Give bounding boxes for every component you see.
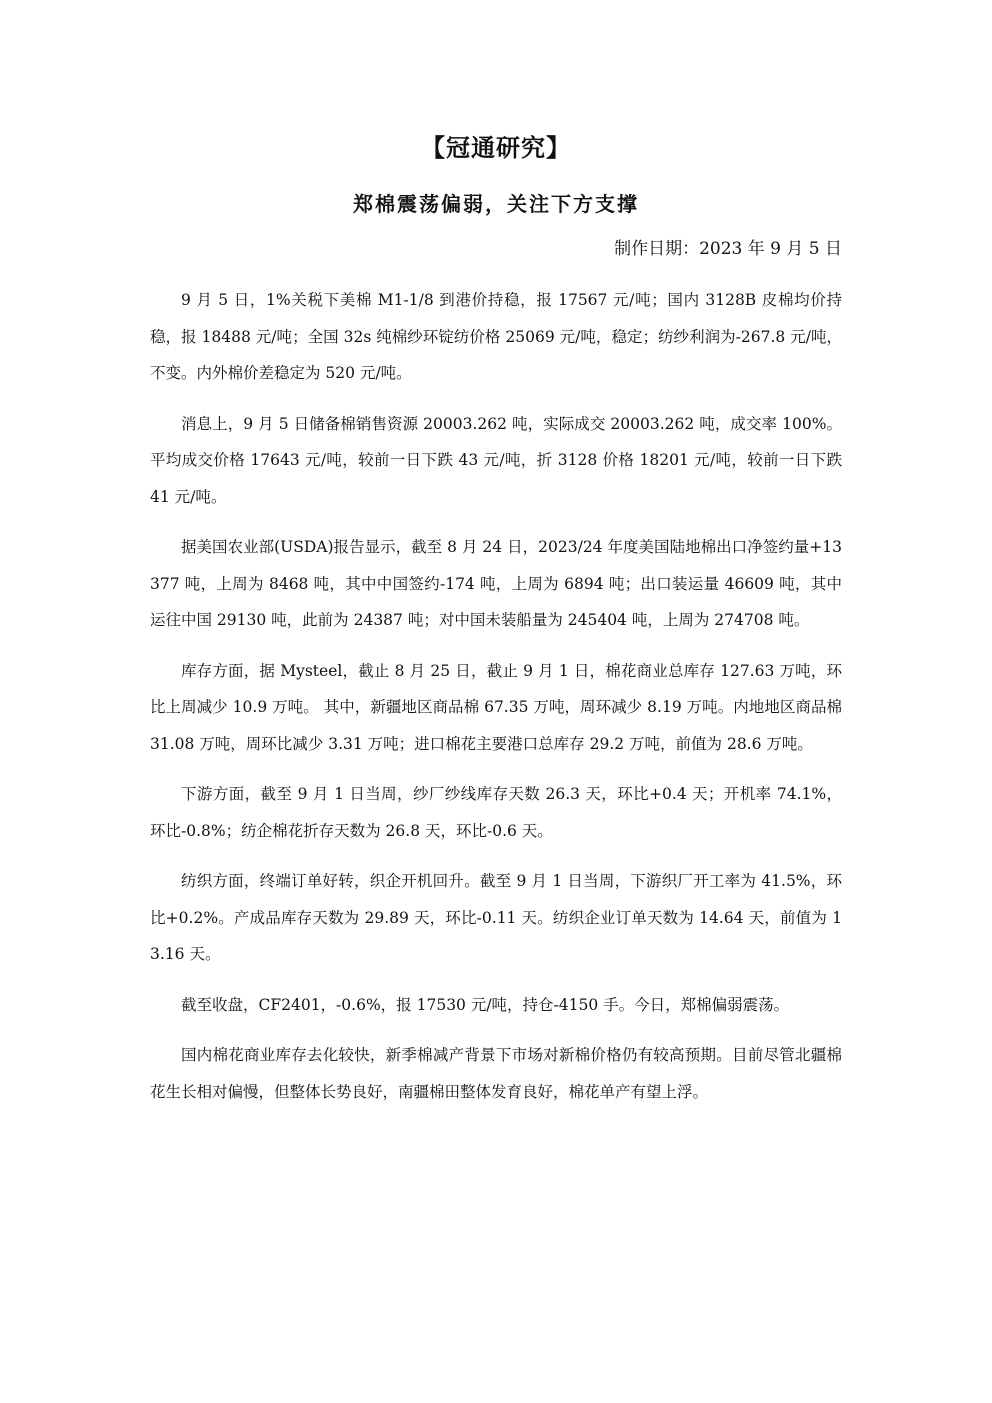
- paragraph-reserve-sales: 消息上，9 月 5 日储备棉销售资源 20003.262 吨，实际成交 20003.262 吨，成交率 100%。平均成交价格 17643 元/吨，较前一日下跌 43 元/吨，折 3128 价格 18201 元/吨，较前一日下跌 41 元/吨。: [150, 414, 842, 506]
- paragraph-inventory: 库存方面，据 Mysteel，截止 8 月 25 日，截止 9 月 1 日，棉花商业总库存 127.63 万吨，环比上周减少 10.9 万吨。 其中，新疆地区商品棉 67.35 万吨，周环减少 8.19 万吨。内地地区商品棉 31.08 万吨，周环比减少 3.31 万吨；进口棉花主要港口总库存 29.2 万吨，前值为 28.6 万吨。: [150, 661, 842, 753]
- report-date: 制作日期：2023 年 9 月 5 日: [614, 239, 842, 259]
- paragraph-close: 截至收盘，CF2401，-0.6%，报 17530 元/吨，持仓-4150 手。今日，郑棉偏弱震荡。: [181, 995, 790, 1014]
- paragraph-outlook: 国内棉花商业库存去化较快，新季棉减产背景下市场对新棉价格仍有较高预期。目前尽管北疆棉花生长相对偏慢，但整体长势良好，南疆棉田整体发育良好，棉花单产有望上浮。: [150, 1046, 842, 1101]
- report-header: 【冠通研究】: [421, 133, 571, 162]
- paragraph-downstream: 下游方面，截至 9 月 1 日当周，纱厂纱线库存天数 26.3 天，环比+0.4 天；开机率 74.1%，环比-0.8%；纺企棉花折存天数为 26.8 天，环比-0.6 天。: [150, 785, 842, 840]
- report-title: 郑棉震荡偏弱，关注下方支撑: [353, 192, 639, 216]
- paragraph-usda-report: 据美国农业部(USDA)报告显示，截至 8 月 24 日，2023/24 年度美国陆地棉出口净签约量+13377 吨，上周为 8468 吨，其中中国签约-174 吨，上周为 6894 吨；出口装运量 46609 吨，其中运往中国 29130 吨，此前为 24387 吨；对中国未装船量为 245404 吨，上周为 274708 吨。: [150, 538, 842, 629]
- report-body: [150, 282, 842, 1124]
- paragraph-textile: 纺织方面，终端订单好转，织企开机回升。截至 9 月 1 日当周，下游织厂开工率为 41.5%，环比+0.2%。产成品库存天数为 29.89 天，环比-0.11 天。纺织企业订单天数为 14.64 天，前值为 13.16 天。: [150, 872, 842, 963]
- paragraph-prices: 9 月 5 日，1%关税下美棉 M1-1/8 到港价持稳，报 17567 元/吨；国内 3128B 皮棉均价持稳，报 18488 元/吨；全国 32s 纯棉纱环锭纺价格 25069 元/吨，稳定；纺纱利润为-267.8 元/吨，不变。内外棉价差稳定为 520 元/吨。: [150, 291, 842, 382]
